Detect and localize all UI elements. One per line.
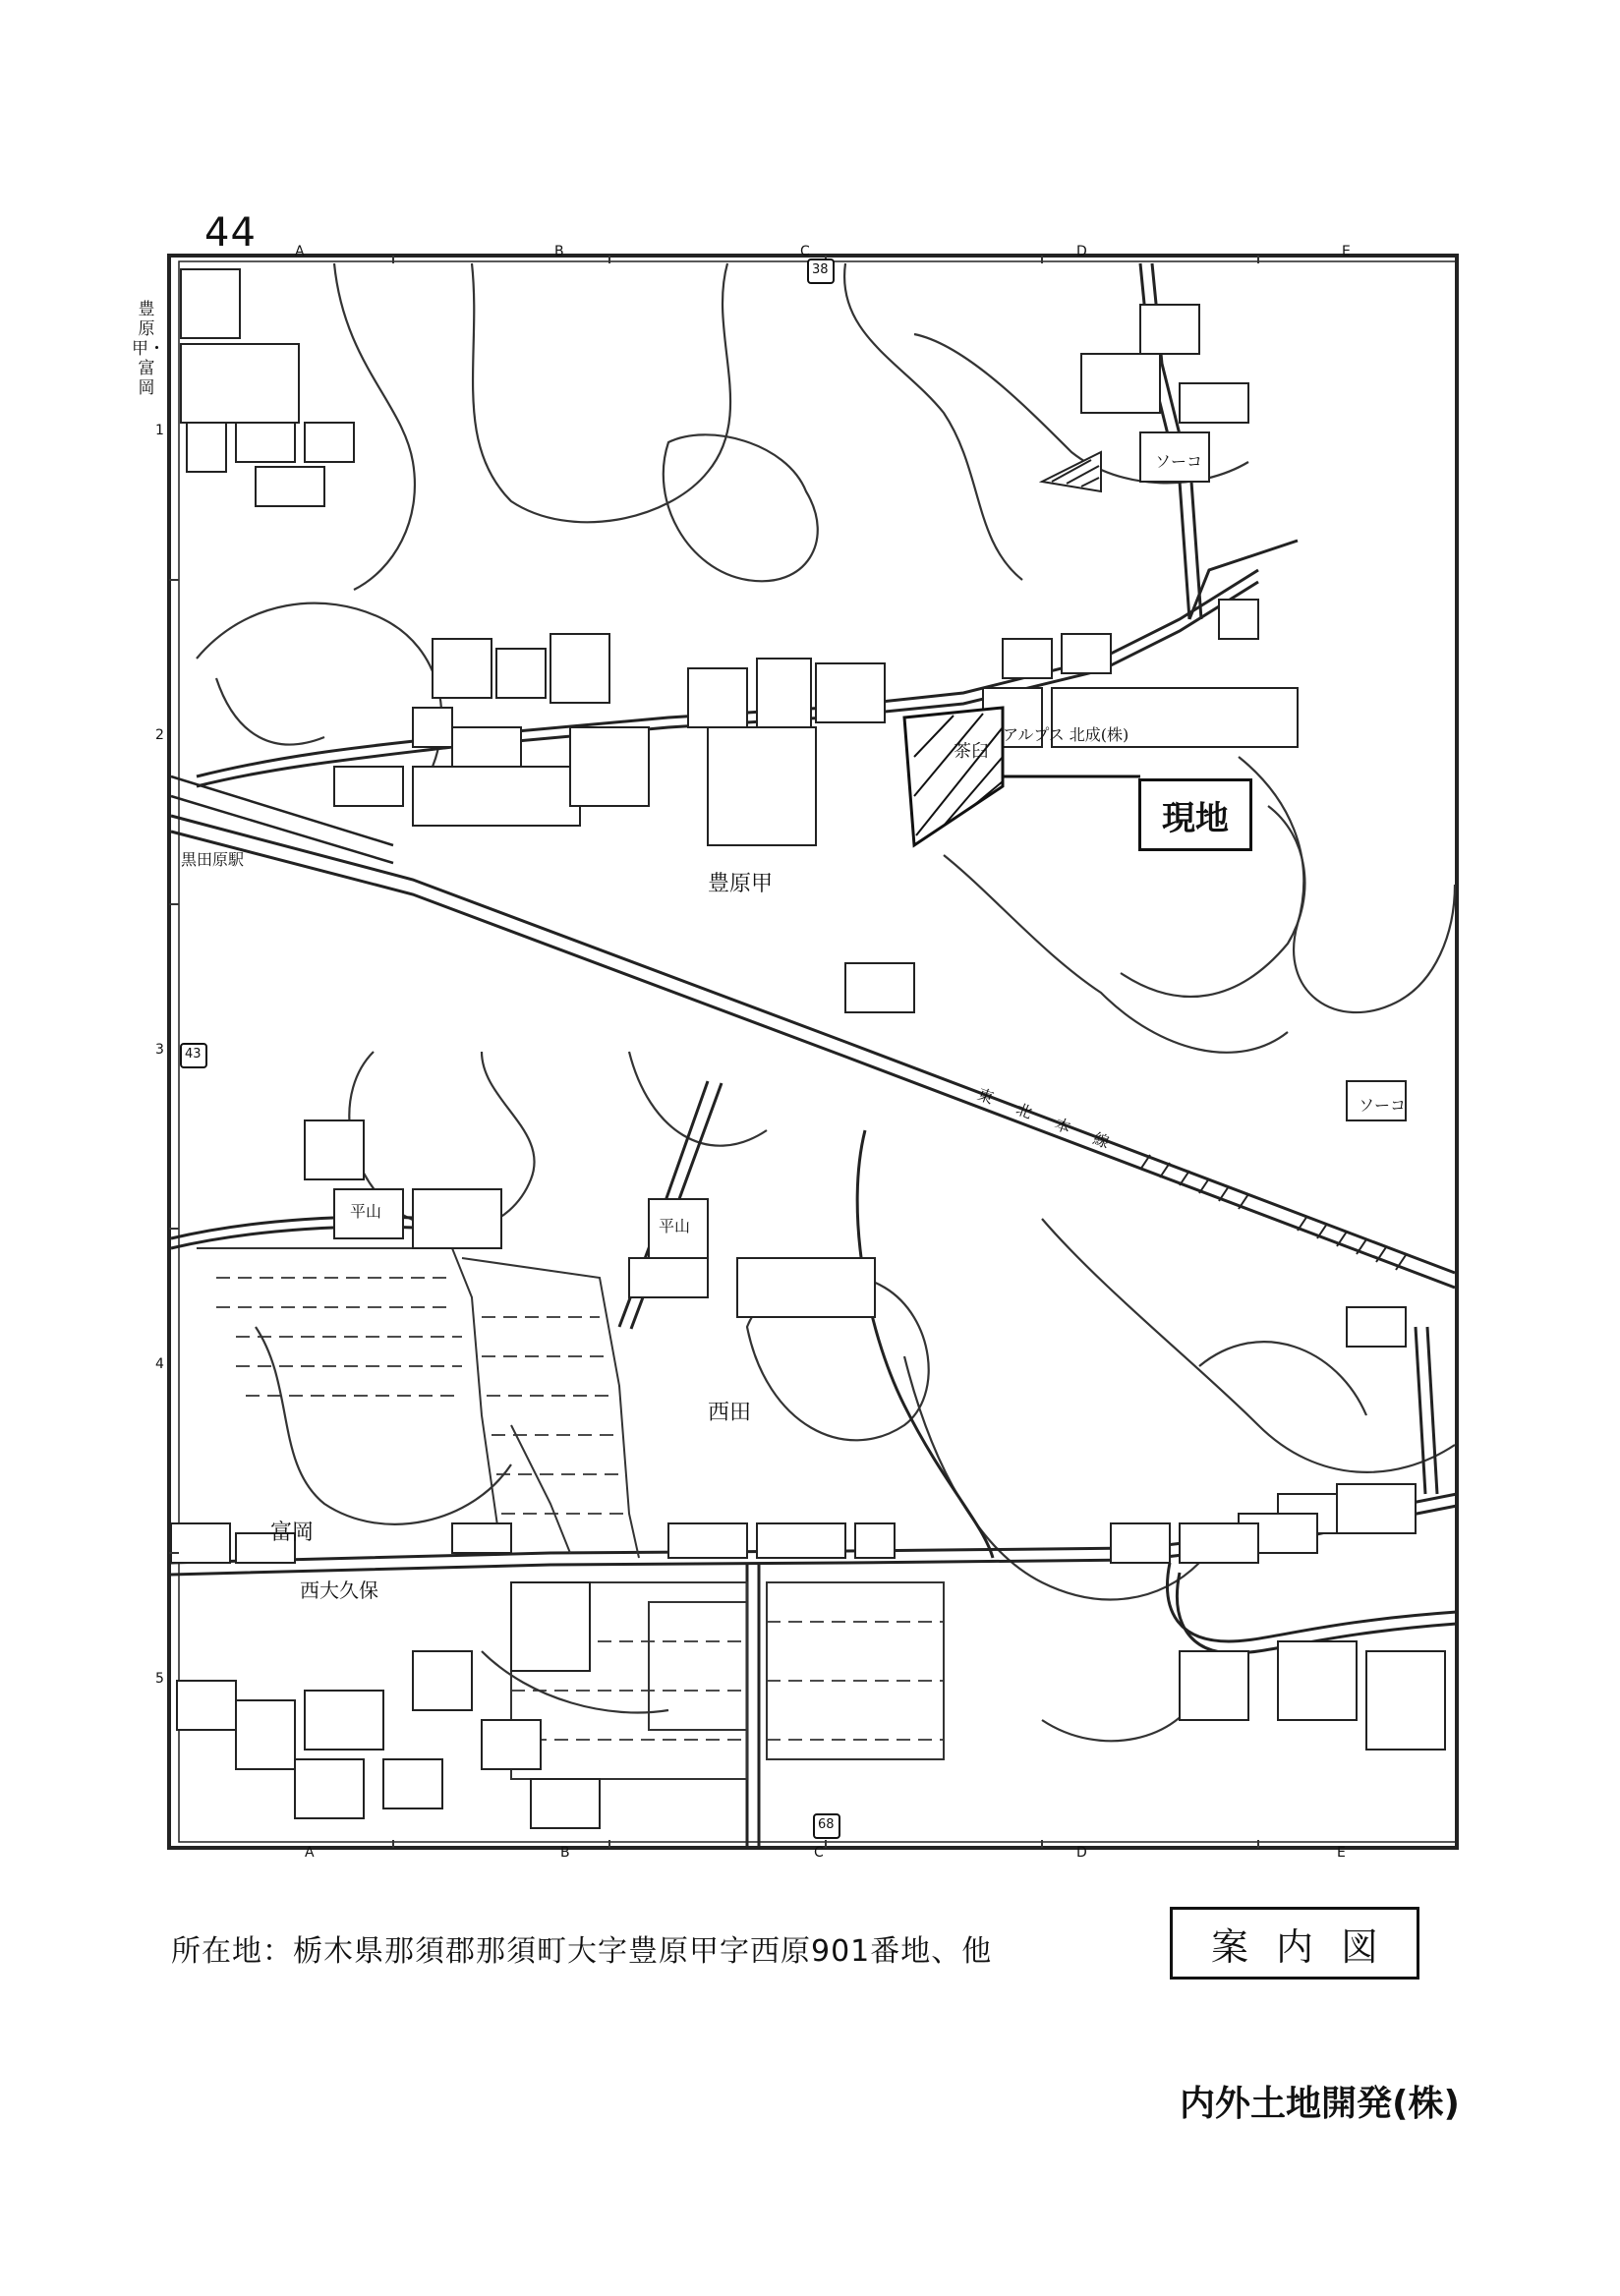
label-hirayama-1: 平山 — [350, 1202, 382, 1221]
grid-col-c-bottom: C — [814, 1845, 824, 1861]
grid-col-d-top: D — [1076, 244, 1087, 259]
place-tomioka: 富岡 — [270, 1521, 315, 1545]
grid-col-c-top: C — [800, 244, 810, 259]
route-number-68: 68 — [818, 1817, 835, 1832]
grid-row-3: 3 — [155, 1042, 164, 1058]
label-souko-2: ソーコ — [1359, 1096, 1407, 1115]
grid-row-5: 5 — [155, 1671, 164, 1687]
hatched-area — [1042, 452, 1101, 491]
grid-col-a-bottom: A — [305, 1845, 315, 1861]
company-name: 内外土地開発(株) — [1180, 2084, 1460, 2124]
address: 所在地：栃木県那須郡那須町大字豊原甲字西原901番地、他 — [171, 1934, 993, 1969]
label-souko-1: ソーコ — [1155, 452, 1203, 471]
label-railway: 東北本線 — [974, 1084, 1136, 1162]
place-toyohara: 豊原甲 — [708, 872, 774, 896]
site-label: 現地 — [1138, 778, 1252, 851]
page-number: 44 — [204, 210, 257, 256]
grid-ticks — [169, 256, 1258, 1848]
side-label: 豊原甲・富岡 — [132, 300, 165, 398]
guide-title: 案内図 — [1170, 1907, 1419, 1980]
map-border — [169, 256, 1457, 1848]
grid-row-1: 1 — [155, 423, 164, 438]
grid-col-e-top: E — [1342, 244, 1351, 259]
label-chausu: 茶臼 — [954, 741, 989, 762]
grid-col-b-top: B — [554, 244, 564, 259]
label-alps: アルプス 北成(株) — [1003, 725, 1129, 744]
roads — [171, 263, 1457, 1848]
map-frame — [155, 244, 1465, 1861]
place-nishida: 西田 — [708, 1401, 752, 1425]
grid-row-2: 2 — [155, 727, 164, 743]
route-number-43: 43 — [185, 1047, 202, 1062]
place-nishiokubo: 西大久保 — [300, 1578, 378, 1602]
grid-col-d-bottom: D — [1076, 1845, 1087, 1861]
grid-row-4: 4 — [155, 1356, 164, 1372]
grid-col-a-top: A — [295, 244, 305, 259]
label-hirayama-2: 平山 — [659, 1217, 691, 1235]
map-drawing — [157, 246, 1465, 1858]
route-number-38: 38 — [812, 262, 829, 277]
grid-col-b-bottom: B — [560, 1845, 570, 1861]
grid-col-e-bottom: E — [1337, 1845, 1346, 1861]
label-station: 黒田原駅 — [181, 850, 245, 869]
